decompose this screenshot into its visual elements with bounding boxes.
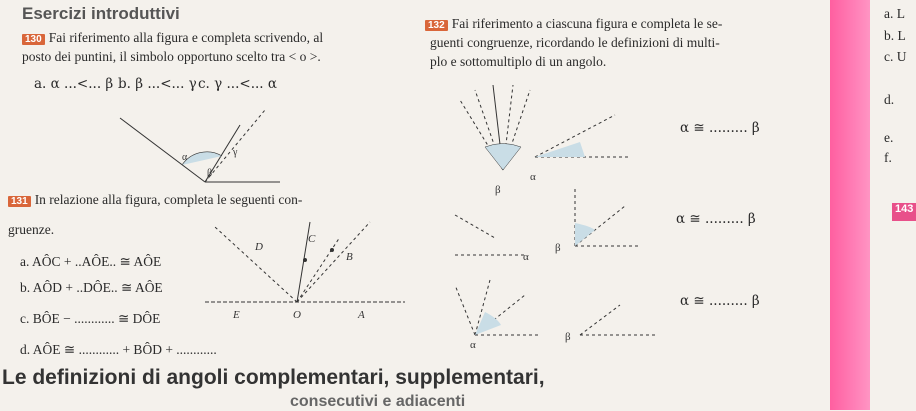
ex130-item-a: a. α ...<... β xyxy=(34,76,114,92)
ex130-label-alpha: α xyxy=(182,152,188,163)
ex131-item-c: c. BÔE − ............ ≅ DÔE xyxy=(20,311,161,326)
exercise-tab: 143 xyxy=(892,203,916,221)
exercise-132-line3: plo e sottomultiplo di un angolo. xyxy=(430,54,607,69)
exercise-132-line1: 132 Fai riferimento a ciascuna figura e completa le se- xyxy=(425,16,722,32)
right-item-c: c. U xyxy=(884,49,907,64)
ex132-label-alpha: α xyxy=(530,171,536,183)
svg-text:β: β xyxy=(555,242,561,254)
ex130-label-beta: β xyxy=(207,168,213,179)
ex132-fig3-beta xyxy=(565,300,660,345)
exercise-number: 130 xyxy=(22,34,45,45)
point-B: B xyxy=(346,251,353,263)
right-item-b: b. L xyxy=(884,28,906,43)
exercise-132-line2: guenti congruenze, ricordando le definizioni di multi- xyxy=(430,35,720,50)
exercise-number: 132 xyxy=(425,20,448,31)
right-item-f: f. xyxy=(884,150,892,165)
svg-text:β: β xyxy=(565,331,571,343)
ex131-item-b: b. AÔD + ..DÔE.. ≅ AÔE xyxy=(20,280,163,295)
exercise-130-line2: posto dei puntini, il simbolo opportuno scelto tra < o >. xyxy=(22,49,321,64)
ex131-rays-figure xyxy=(200,222,410,322)
svg-text:α: α xyxy=(470,339,476,351)
right-item-e: e. xyxy=(884,130,894,145)
exercise-130-line1: 130 Fai riferimento alla figura e completa scrivendo, al xyxy=(22,30,323,46)
right-item-a: a. L xyxy=(884,6,905,21)
ex132-alpha-figure xyxy=(525,112,635,183)
section-title: Esercizi introduttivi xyxy=(22,4,180,23)
point-C: C xyxy=(308,233,316,245)
ex130-angle-figure xyxy=(110,100,280,195)
ex130-item-b: b. β ...<... γ xyxy=(118,76,197,92)
right-item-d: d. xyxy=(884,92,895,107)
ex131-item-a: a. AÔC + ..AÔE.. ≅ AÔE xyxy=(20,254,162,269)
ex132-label-beta: β xyxy=(495,184,501,196)
ex132-fig2-beta xyxy=(555,188,650,258)
ex130-item-c: c. γ ...<... α xyxy=(198,76,277,92)
exercise-131-line1: 131 In relazione alla figura, completa le seguenti con- xyxy=(8,192,302,208)
point-D: D xyxy=(255,241,263,253)
point-A: A xyxy=(358,309,365,321)
highlighter-marker xyxy=(830,0,870,410)
congruence-2: α ≅ ......... β xyxy=(676,211,756,227)
bottom-subtitle: consecutivi e adiacenti xyxy=(290,393,466,410)
svg-text:α: α xyxy=(523,251,529,263)
exercise-131-line2: gruenze. xyxy=(8,222,55,237)
congruence-3: α ≅ ......... β xyxy=(680,293,760,309)
ex132-fig3-alpha xyxy=(455,280,545,350)
exercise-number: 131 xyxy=(8,196,31,207)
bottom-title: Le definizioni di angoli complementari, supplementari, xyxy=(2,366,545,389)
point-E: E xyxy=(233,309,240,321)
ex130-label-gamma: γ xyxy=(233,147,238,158)
point-O: O xyxy=(293,309,301,321)
ex132-fig2-alpha xyxy=(455,210,535,265)
congruence-1: α ≅ ......... β xyxy=(680,120,760,136)
ex131-item-d: d. AÔE ≅ ............ + BÔD + ............ xyxy=(20,342,217,357)
